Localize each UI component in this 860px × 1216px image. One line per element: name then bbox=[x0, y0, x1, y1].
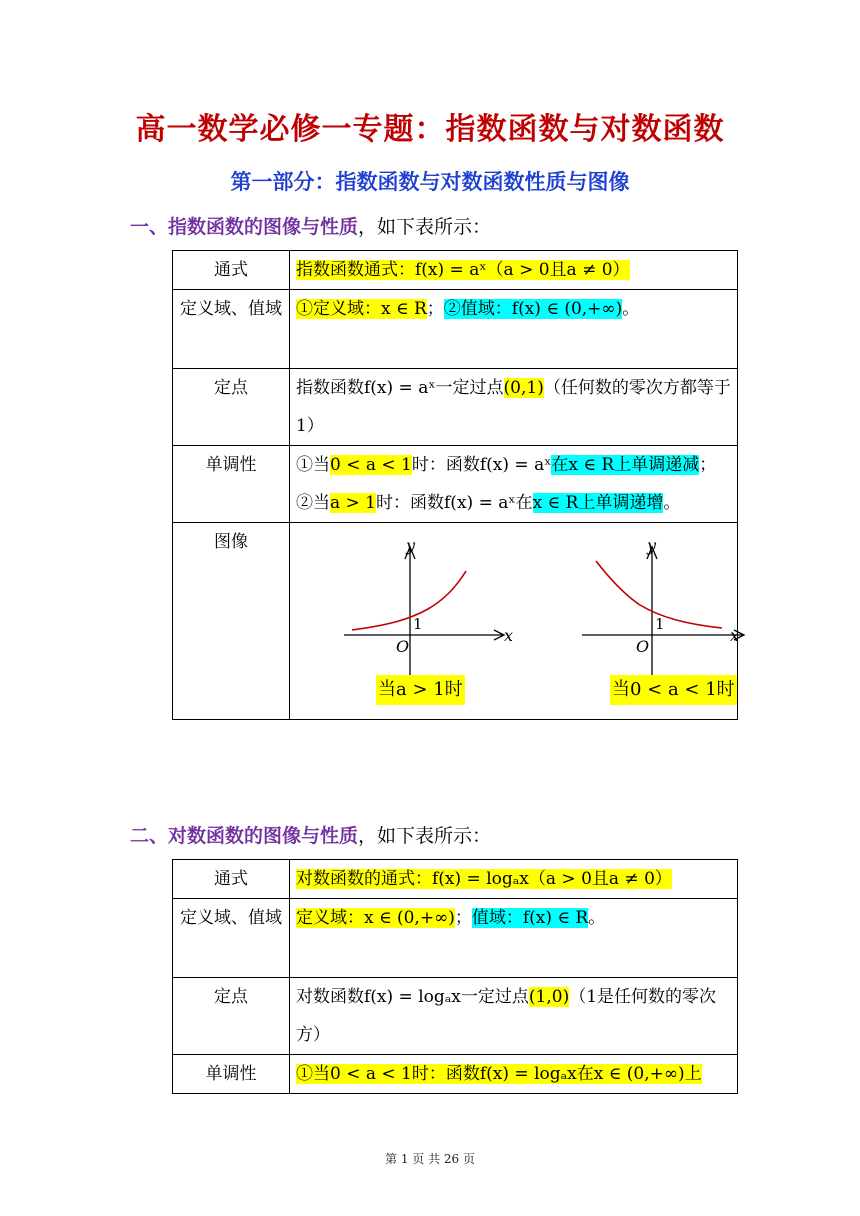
graph-1-caption: 当a > 1时 bbox=[376, 675, 465, 705]
row-key: 定义域、值域 bbox=[173, 899, 290, 978]
exp-formula: 指数函数通式：f(x) = aˣ（a > 0且a ≠ 0） bbox=[296, 260, 630, 280]
table-row bbox=[173, 290, 738, 369]
log-function-table bbox=[172, 859, 738, 1094]
graph-2-caption: 当0 < a < 1时 bbox=[610, 675, 737, 705]
section-2-title: 二、对数函数的图像与性质 bbox=[130, 825, 359, 847]
mono-2-prefix: ②当 bbox=[296, 493, 330, 513]
fixed-point-text: 指数函数f(x) = aˣ一定过点 bbox=[296, 378, 504, 398]
table-row bbox=[173, 251, 738, 290]
fixed-point-text: 对数函数f(x) = logₐx一定过点 bbox=[296, 987, 529, 1007]
table-row bbox=[173, 369, 738, 446]
row-value bbox=[290, 290, 738, 369]
origin-label: O bbox=[636, 637, 650, 656]
table-row bbox=[173, 899, 738, 978]
section-2-tail: ，如下表所示： bbox=[358, 825, 492, 847]
page-title: 高一数学必修一专题：指数函数与对数函数 bbox=[135, 112, 725, 147]
table-row bbox=[173, 1055, 738, 1094]
x-label: x bbox=[504, 626, 514, 645]
mono-1-prefix: ①当 bbox=[296, 455, 330, 475]
mono-2-end: 。 bbox=[663, 493, 681, 513]
row-key: 定点 bbox=[173, 978, 290, 1055]
exp-range: ②值域：f(x) ∈ (0,+∞) bbox=[443, 299, 623, 319]
end-mark: 。 bbox=[622, 299, 640, 319]
x-label: x bbox=[730, 626, 740, 645]
origin-label: O bbox=[396, 637, 410, 656]
table-row bbox=[173, 978, 738, 1055]
page-subtitle: 第一部分：指数函数与对数函数性质与图像 bbox=[230, 170, 630, 194]
row-value bbox=[290, 369, 738, 446]
log-domain: 定义域：x ∈ (0,+∞) bbox=[296, 908, 455, 928]
y-label: y bbox=[647, 536, 657, 555]
mono-2-condition: a > 1 bbox=[330, 493, 377, 513]
section-1-tail: ，如下表所示： bbox=[358, 216, 492, 238]
row-key: 通式 bbox=[173, 860, 290, 899]
row-key: 图像 bbox=[173, 523, 290, 720]
fixed-point-note: （任何数的零次方都等于1） bbox=[296, 378, 731, 436]
exp-domain: ①定义域：x ∈ R bbox=[296, 299, 427, 319]
mono-2-result: x ∈ R上单调递增 bbox=[532, 493, 664, 513]
row-key: 通式 bbox=[173, 251, 290, 290]
graph-increasing bbox=[344, 536, 513, 677]
y-label: y bbox=[406, 536, 416, 555]
row-key: 单调性 bbox=[173, 446, 290, 523]
mono-1-result: 在x ∈ R上单调递减 bbox=[551, 455, 700, 475]
log-range: 值域：f(x) ∈ R bbox=[471, 908, 589, 928]
page-footer: 第 1 页 共 26 页 bbox=[385, 1152, 475, 1166]
one-label: 1 bbox=[413, 615, 423, 633]
row-value bbox=[290, 899, 738, 978]
graph-decreasing bbox=[582, 536, 744, 677]
mono-1-text: 时：函数f(x) = aˣ bbox=[411, 455, 552, 475]
table-row bbox=[173, 523, 738, 720]
row-value bbox=[290, 446, 738, 523]
one-label: 1 bbox=[655, 615, 665, 633]
mono-1-end: ； bbox=[699, 455, 717, 475]
section-1-title: 一、指数函数的图像与性质 bbox=[130, 216, 359, 238]
row-value bbox=[290, 860, 738, 899]
fixed-point: (1,0) bbox=[528, 987, 570, 1007]
separator: ； bbox=[426, 299, 444, 319]
row-value bbox=[290, 1055, 738, 1094]
graph-cell bbox=[290, 523, 738, 720]
fixed-point-note: （1是任何数的零次方） bbox=[296, 987, 717, 1045]
row-key: 定义域、值域 bbox=[173, 290, 290, 369]
fixed-point: (0,1) bbox=[503, 378, 544, 398]
row-key: 定点 bbox=[173, 369, 290, 446]
section-1-heading bbox=[130, 212, 491, 239]
log-monotonic: ①当0 < a < 1时：函数f(x) = logₐx在x ∈ (0,+∞)上 bbox=[296, 1064, 702, 1084]
table-row bbox=[173, 446, 738, 523]
row-key: 单调性 bbox=[173, 1055, 290, 1094]
exp-function-table bbox=[172, 250, 738, 720]
table-row bbox=[173, 860, 738, 899]
row-value bbox=[290, 251, 738, 290]
log-formula: 对数函数的通式：f(x) = logₐx（a > 0且a ≠ 0） bbox=[296, 869, 672, 889]
mono-1-condition: 0 < a < 1 bbox=[330, 455, 412, 475]
curve-increasing bbox=[352, 571, 466, 630]
row-value bbox=[290, 978, 738, 1055]
section-2-heading bbox=[130, 821, 491, 848]
mono-2-text: 时：函数f(x) = aˣ在 bbox=[376, 493, 533, 513]
end-mark: 。 bbox=[588, 908, 606, 928]
separator: ； bbox=[454, 908, 472, 928]
